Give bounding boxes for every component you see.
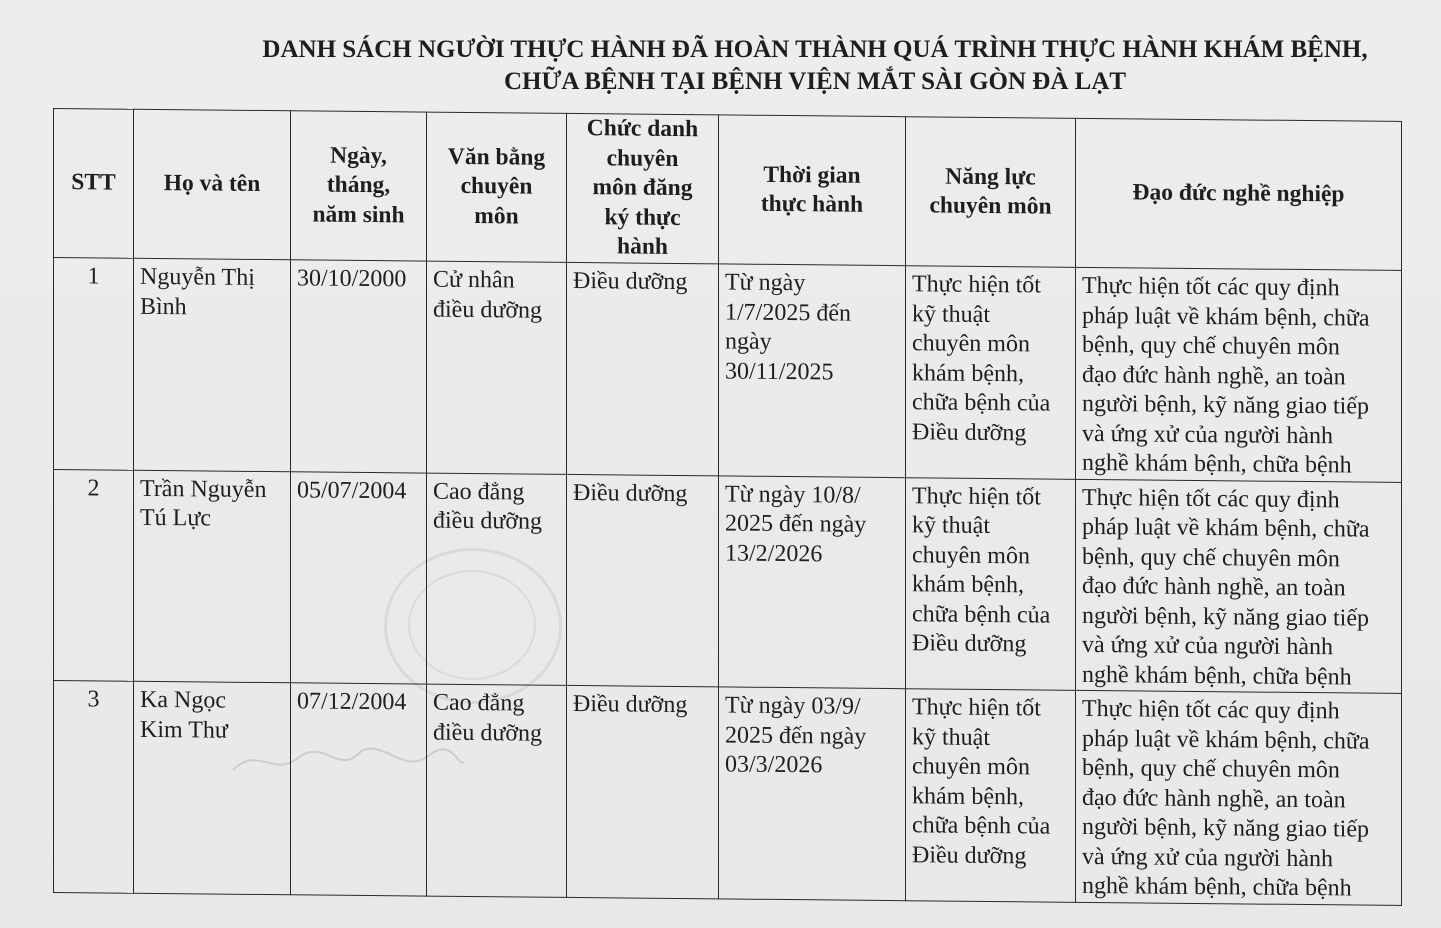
cell-competence: Thực hiện tốt kỹ thuật chuyên môn khám bệnh, chữa bệnh của Điều dưỡng (906, 477, 1076, 690)
cell-date-of-birth: 07/12/2004 (291, 683, 427, 896)
cell-stt: 3 (54, 681, 134, 893)
cell-competence: Thực hiện tốt kỹ thuật chuyên môn khám bệnh, chữa bệnh của Điều dưỡng (906, 266, 1076, 479)
cell-practice-period: Từ ngày 10/8/ 2025 đến ngày 13/2/2026 (719, 475, 906, 688)
cell-degree: Cử nhân điều dưỡng (427, 261, 567, 474)
document-title-line-2: CHỮA BỆNH TẠI BỆNH VIỆN MẮT SÀI GÒN ĐÀ LẠT (503, 68, 1127, 95)
header-degree: Văn bằng chuyên môn (427, 112, 567, 262)
header-practice-title: Chức danh chuyên môn đăng ký thực hành (567, 113, 719, 263)
header-competence: Năng lực chuyên môn (906, 117, 1076, 268)
cell-ethics: Thực hiện tốt các quy định pháp luật về khám bệnh, chữa bệnh, quy chế chuyên môn đạo đức hành nghề, an toàn người bệnh, kỹ năng giao tiếp và ứng xử của người hành nghề khám bệnh, chữa bệnh (1076, 267, 1402, 482)
table-header-row (54, 109, 1402, 271)
cell-practice-period: Từ ngày 03/9/ 2025 đến ngày 03/3/2026 (719, 687, 906, 900)
cell-practice-period: Từ ngày 1/7/2025 đến ngày 30/11/2025 (719, 264, 906, 477)
table-row (54, 258, 1402, 482)
cell-practice-title: Điều dưỡng (567, 685, 719, 898)
document-title-line-1: DANH SÁCH NGƯỜI THỰC HÀNH ĐÃ HOÀN THÀNH QUÁ TRÌNH THỰC HÀNH KHÁM BỆNH, (262, 36, 1368, 63)
header-date-of-birth: Ngày, tháng, năm sinh (291, 111, 427, 261)
cell-stt: 1 (54, 258, 134, 470)
cell-degree: Cao đẳng điều dưỡng (427, 473, 567, 686)
header-practice-period: Thời gian thực hành (719, 115, 906, 266)
header-ethics: Đạo đức nghề nghiệp (1076, 118, 1402, 270)
cell-stt: 2 (54, 469, 134, 681)
cell-date-of-birth: 30/10/2000 (291, 260, 427, 473)
cell-practice-title: Điều dưỡng (567, 262, 719, 475)
cell-date-of-birth: 05/07/2004 (291, 471, 427, 684)
cell-practice-title: Điều dưỡng (567, 474, 719, 687)
table-row (54, 469, 1402, 693)
document-title (150, 34, 1441, 98)
header-full-name: Họ và tên (134, 109, 291, 260)
practitioner-table (53, 108, 1402, 905)
table-row (54, 681, 1402, 905)
cell-competence: Thực hiện tốt kỹ thuật chuyên môn khám bệnh, chữa bệnh của Điều dưỡng (906, 689, 1076, 902)
cell-ethics: Thực hiện tốt các quy định pháp luật về khám bệnh, chữa bệnh, quy chế chuyên môn đạo đức hành nghề, an toàn người bệnh, kỹ năng giao tiếp và ứng xử của người hành nghề khám bệnh, chữa bệnh (1076, 479, 1402, 694)
cell-degree: Cao đẳng điều dưỡng (427, 684, 567, 897)
cell-full-name: Ka Ngọc Kim Thư (134, 681, 291, 894)
cell-ethics: Thực hiện tốt các quy định pháp luật về khám bệnh, chữa bệnh, quy chế chuyên môn đạo đức hành nghề, an toàn người bệnh, kỹ năng giao tiếp và ứng xử của người hành nghề khám bệnh, chữa bệnh (1076, 690, 1402, 905)
cell-full-name: Nguyễn Thị Bình (134, 258, 291, 471)
cell-full-name: Trần Nguyễn Tú Lực (134, 470, 291, 683)
header-stt: STT (54, 109, 134, 259)
